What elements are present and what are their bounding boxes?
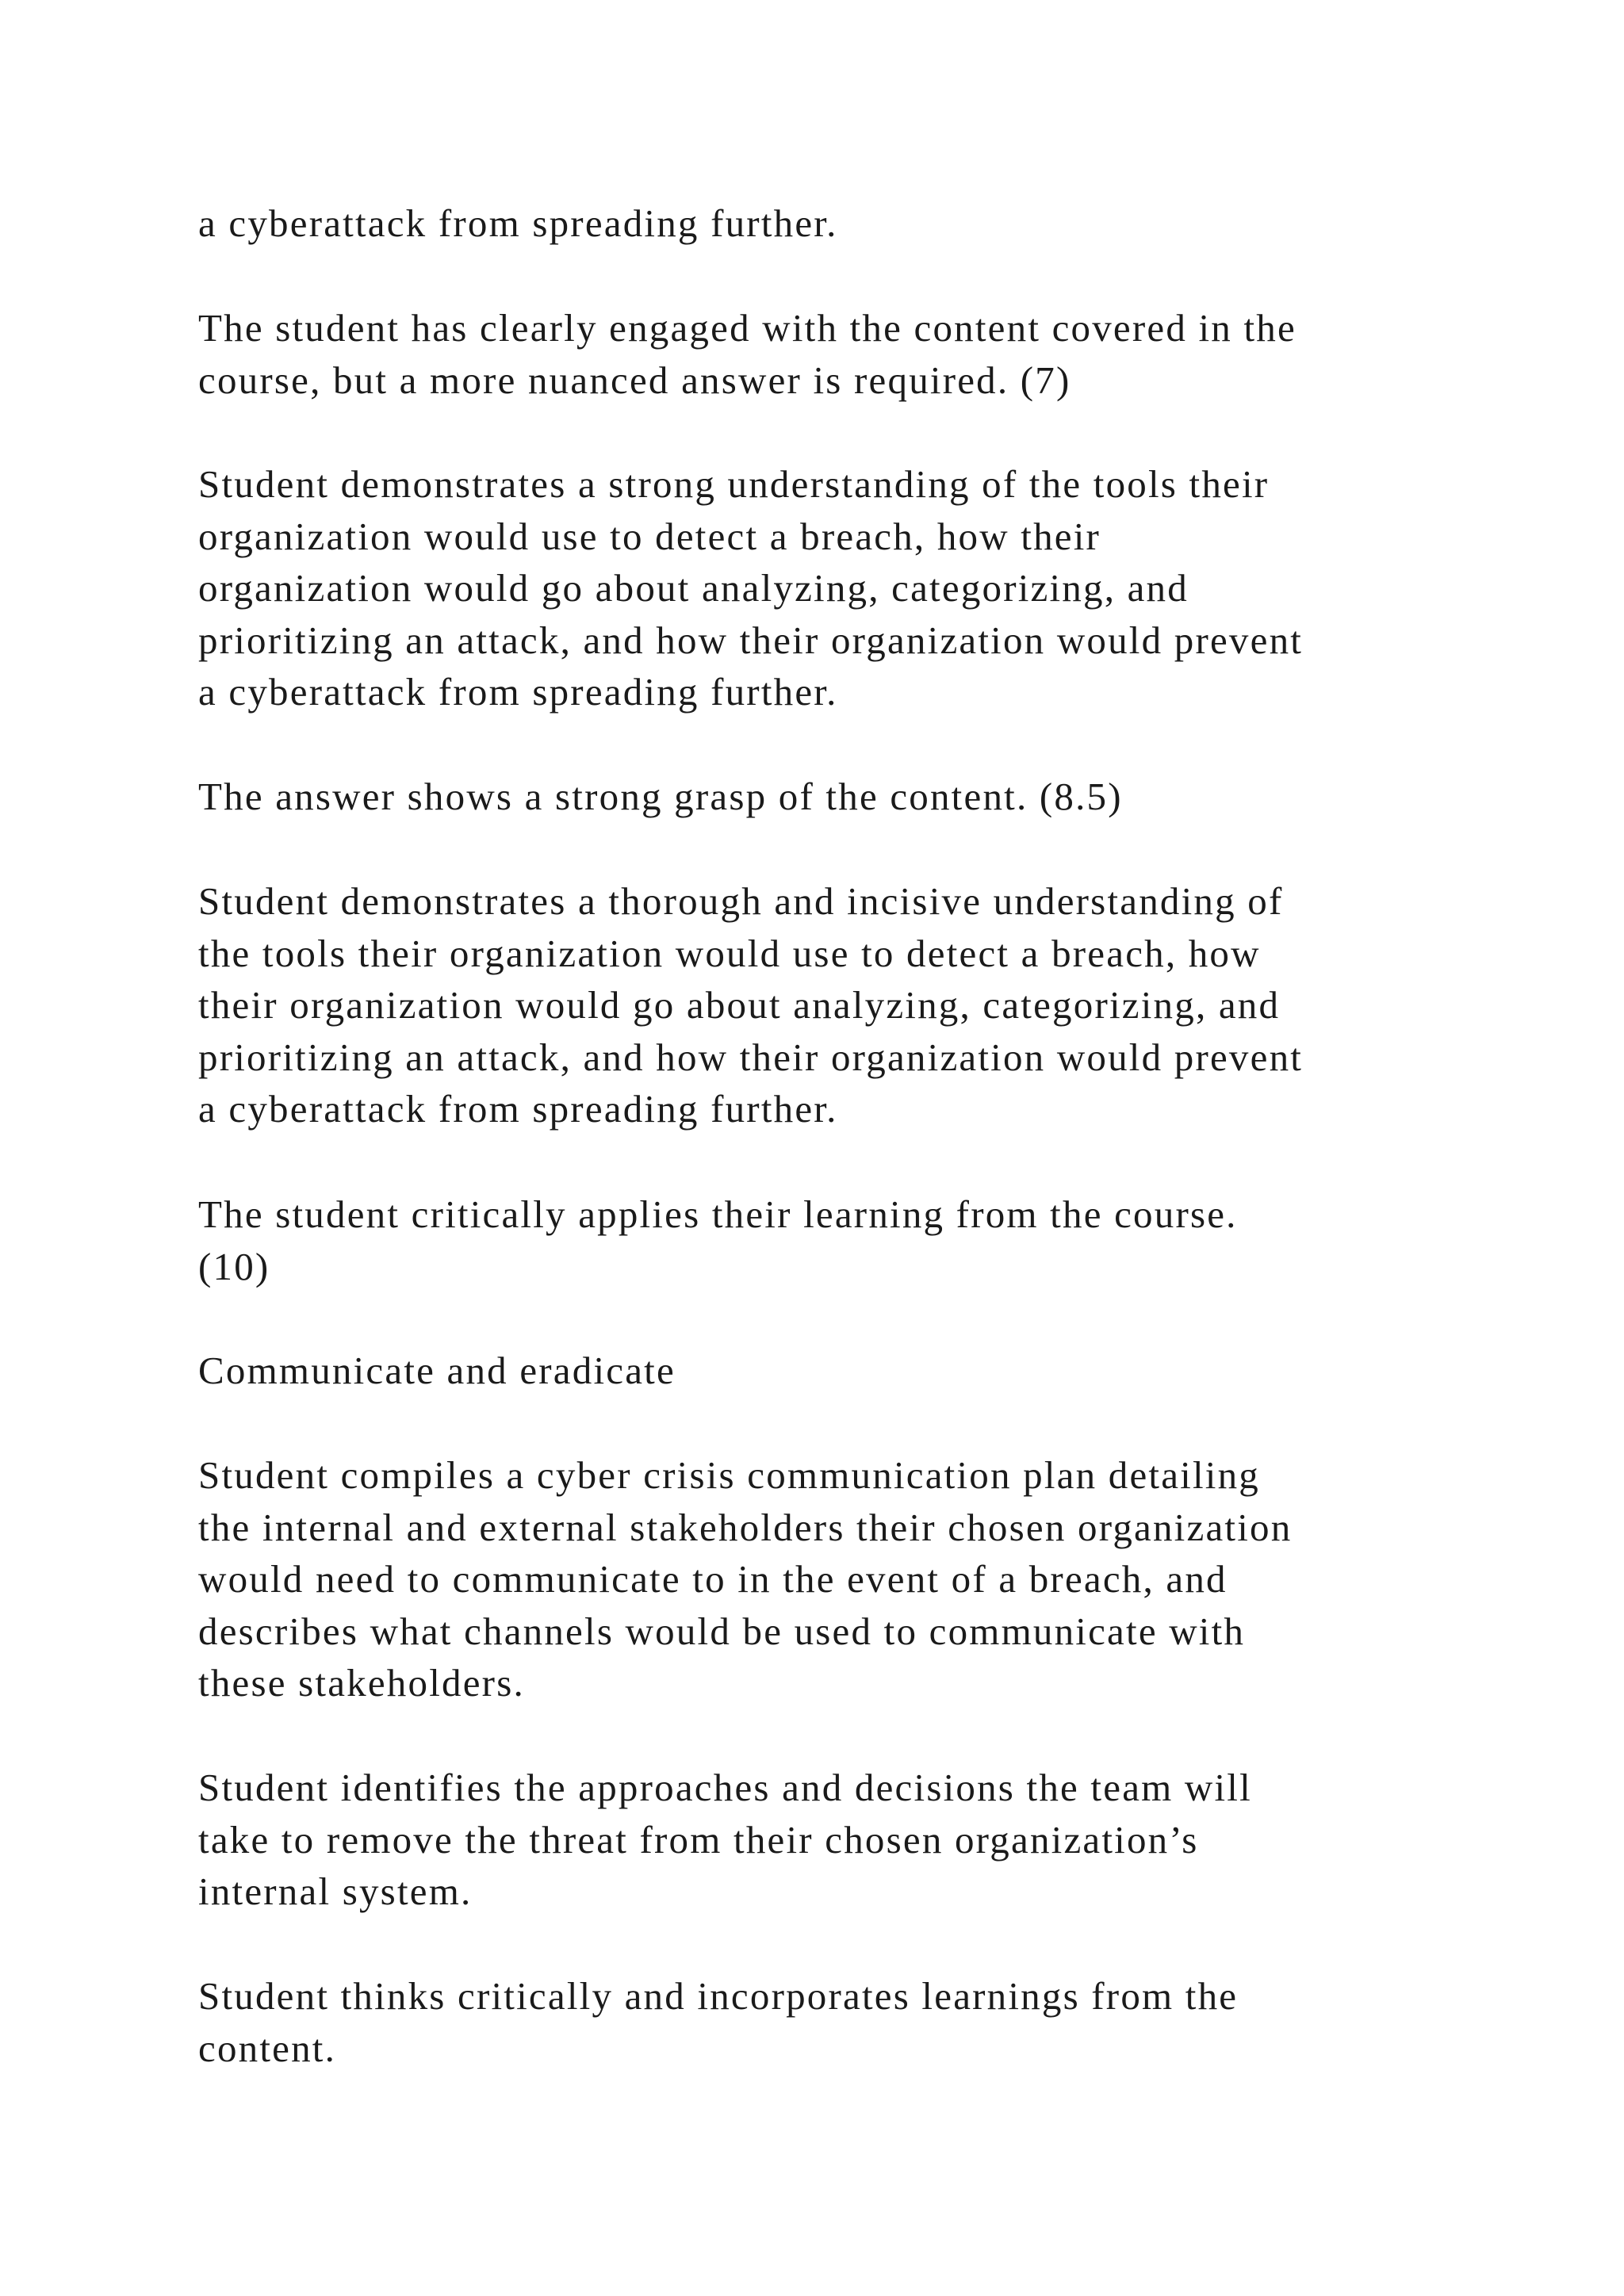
text-line: the tools their organization would use to detect a breach, how: [198, 931, 1261, 975]
text-line: Student demonstrates a strong understanding of the tools their: [198, 462, 1270, 506]
text-line: organization would go about analyzing, categorizing, and: [198, 566, 1189, 610]
text-line: would need to communicate to in the event of a breach, and: [198, 1557, 1228, 1601]
text-line: Student thinks critically and incorporates learnings from the: [198, 1974, 1239, 2018]
text-line: a cyberattack from spreading further.: [198, 1087, 838, 1131]
text-line: The student critically applies their learning from the course.: [198, 1192, 1238, 1236]
text-line: a cyberattack from spreading further.: [198, 670, 838, 714]
paragraph-3: [198, 458, 1546, 718]
paragraph-6: [198, 1188, 1546, 1292]
paragraph-10: [198, 1970, 1546, 2074]
section-heading: [198, 1345, 1546, 1397]
paragraph-2: [198, 302, 1546, 406]
paragraph-1: [198, 197, 1546, 250]
text-line: Student compiles a cyber crisis communication plan detailing: [198, 1453, 1261, 1497]
text-line: these stakeholders.: [198, 1661, 525, 1705]
text-line: Communicate and eradicate: [198, 1349, 676, 1392]
paragraph-4: [198, 771, 1546, 823]
text-line: prioritizing an attack, and how their organization would prevent: [198, 1035, 1304, 1079]
text-line: course, but a more nuanced answer is required. (7): [198, 358, 1071, 402]
text-line: describes what channels would be used to communicate with: [198, 1609, 1246, 1653]
text-line: the internal and external stakeholders their chosen organization: [198, 1505, 1293, 1549]
text-line: (10): [198, 1244, 270, 1288]
text-line: a cyberattack from spreading further.: [198, 201, 838, 245]
paragraph-9: [198, 1762, 1546, 1918]
text-line: The student has clearly engaged with the content covered in the: [198, 306, 1297, 350]
text-line: prioritizing an attack, and how their organization would prevent: [198, 618, 1304, 662]
text-line: their organization would go about analyzing, categorizing, and: [198, 983, 1281, 1027]
paragraph-8: [198, 1449, 1546, 1709]
text-line: The answer shows a strong grasp of the content. (8.5): [198, 775, 1123, 818]
text-line: Student identifies the approaches and decisions the team will: [198, 1766, 1252, 1809]
paragraph-5: [198, 875, 1546, 1135]
text-line: Student demonstrates a thorough and incisive understanding of: [198, 879, 1284, 923]
text-line: take to remove the threat from their chosen organization’s: [198, 1817, 1199, 1862]
text-line: content.: [198, 2026, 337, 2070]
text-line: internal system.: [198, 1869, 473, 1913]
text-line: organization would use to detect a breach, how their: [198, 514, 1101, 558]
